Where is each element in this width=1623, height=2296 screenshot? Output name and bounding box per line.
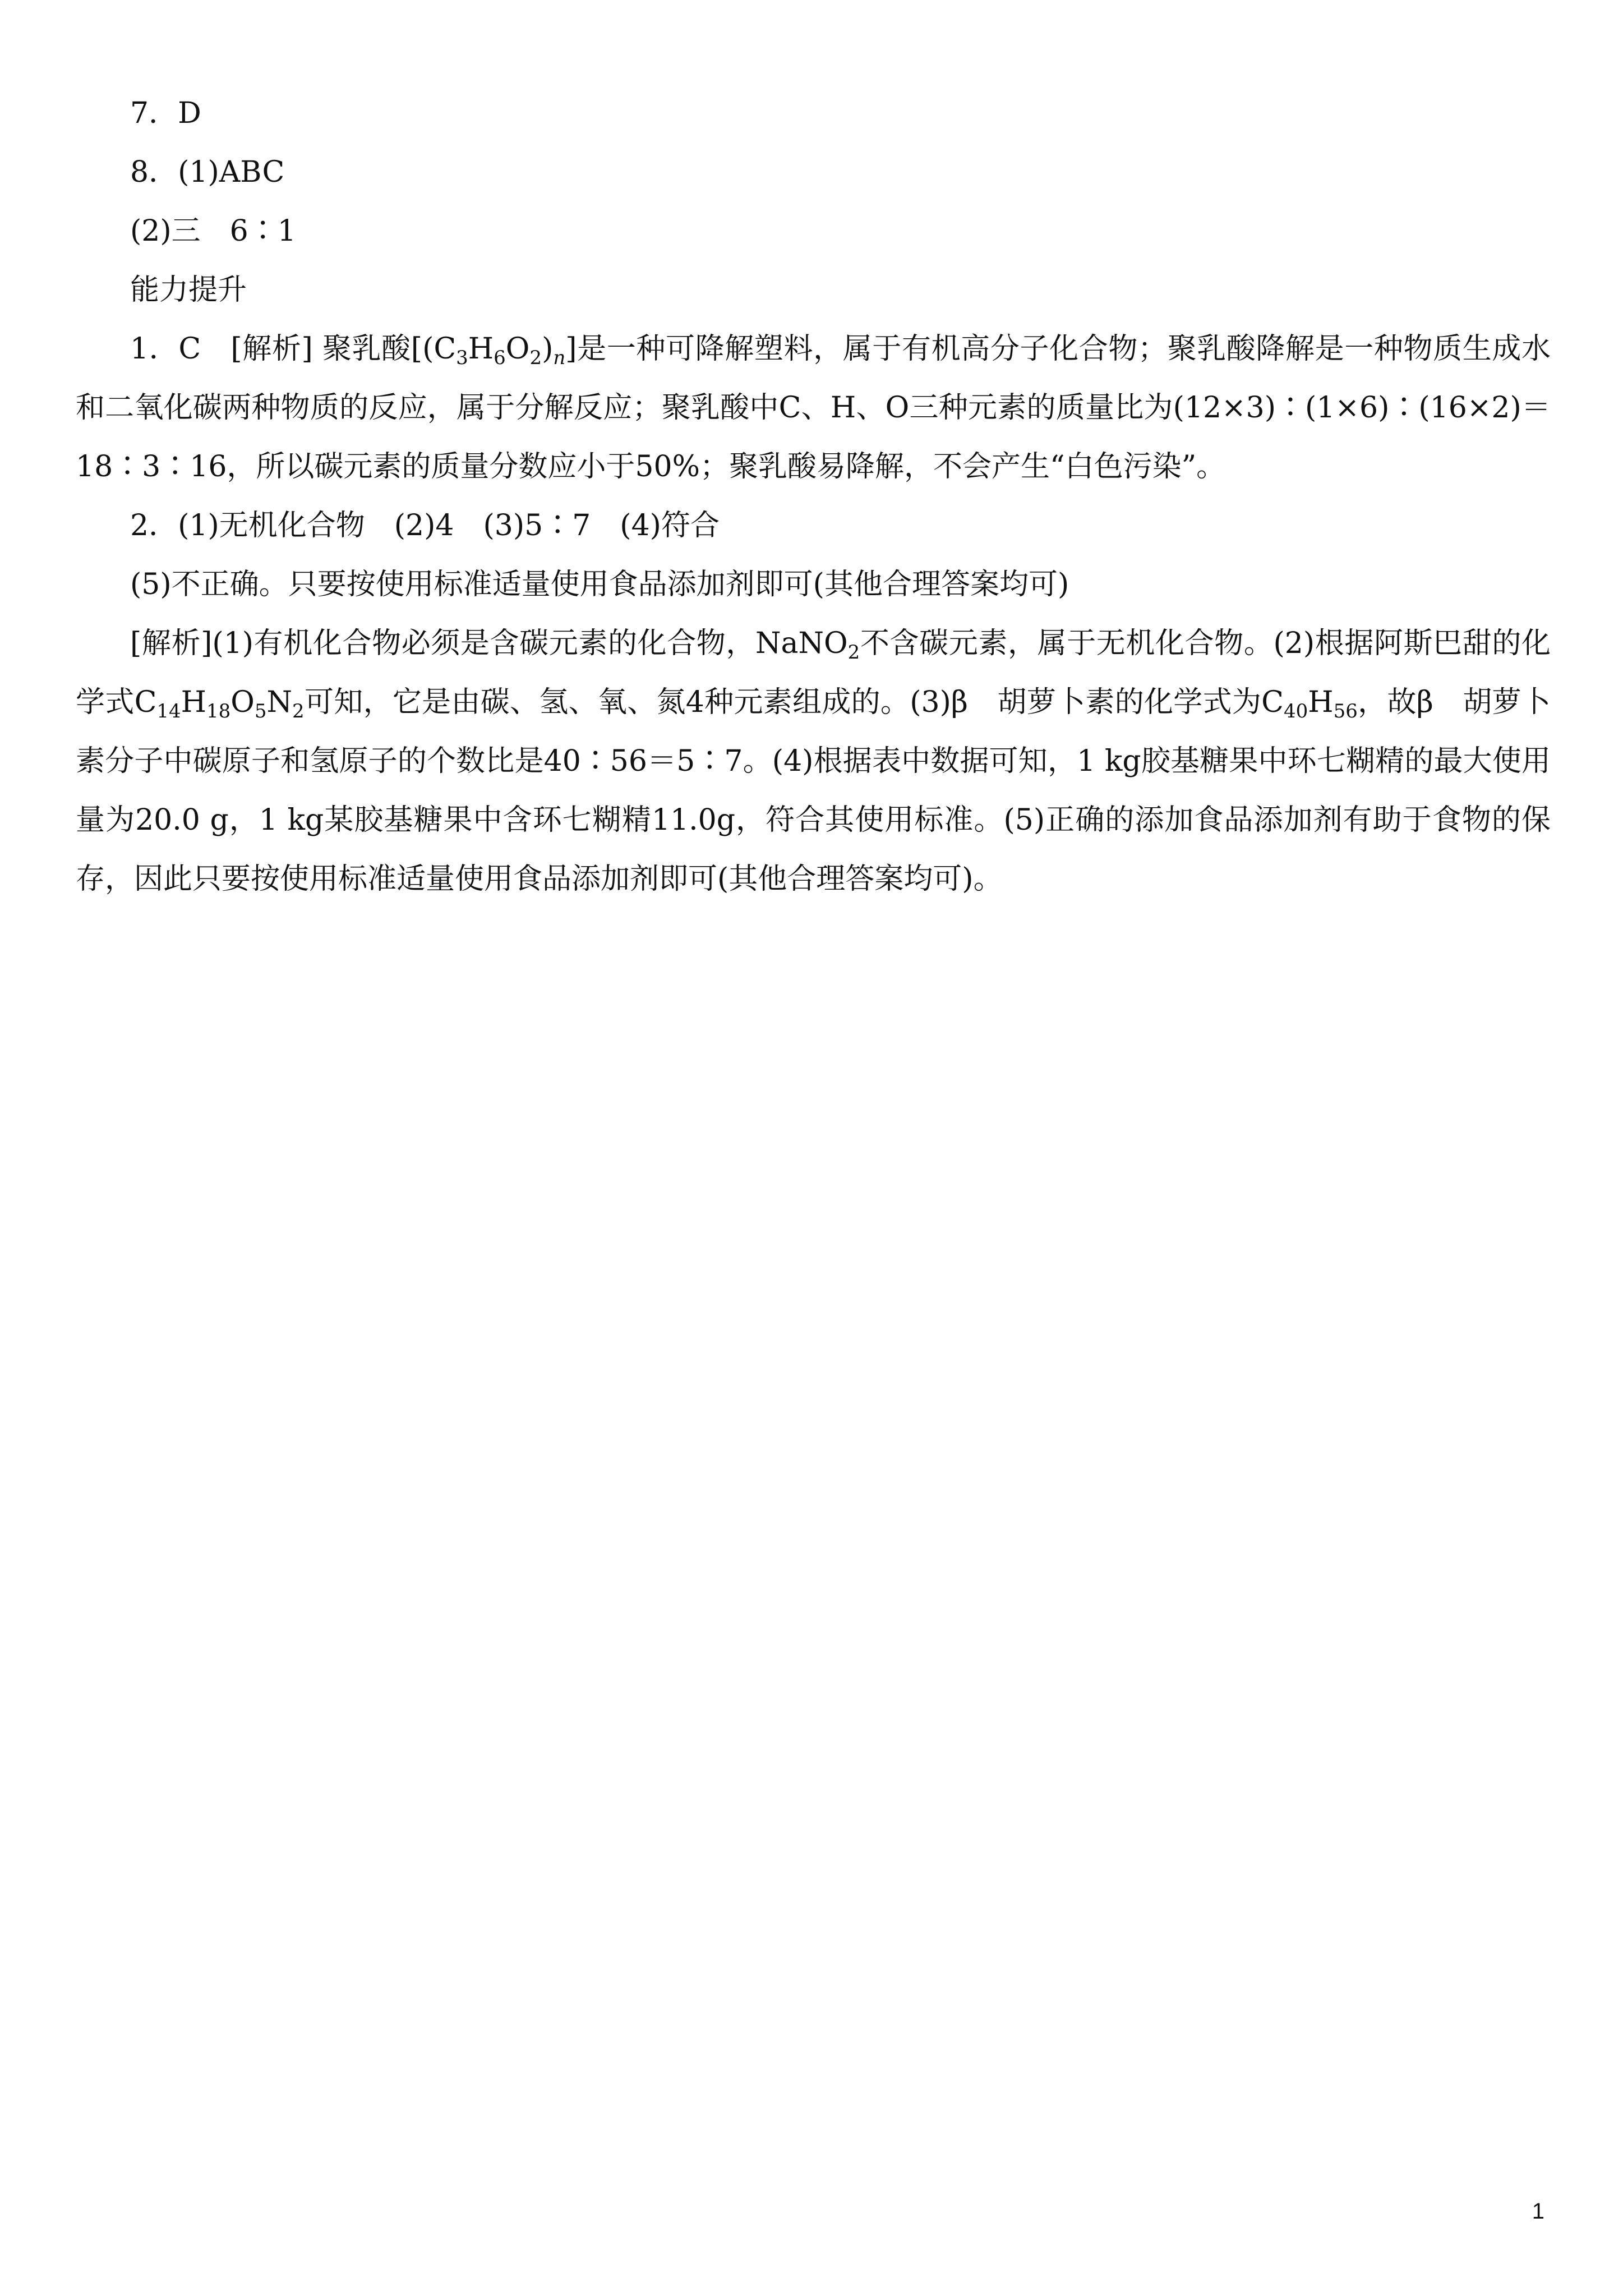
answer-q7: 7．D <box>130 96 201 130</box>
answer-content <box>76 84 1551 909</box>
answer-ability-q2-explanation: [解析](1)有机化合物必须是含碳元素的化合物，NaNO$_2$不含碳元素，属于无机化合物。(2)根据阿斯巴甜的化学式$C_{14}H_{18}O_5N_2$可知，它是由碳、氢、氧、氮4种元素组成的。(3)β 胡萝卜素的化学式为$C_{40}H_{56}$，故β 胡萝卜素分子中碳原子和氢原子的个数比是40∶56＝5∶7。(4)根据表中数据可知，1 kg胶基糖果中环七糊精的最大使用量为20.0 g，1 kg某胶基糖果中含环七糊精11.0g，符合其使用标准。(5)正确的添加食品添加剂有助于食物的保存，因此只要按使用标准适量使用食品添加剂即可(其他合理答案均可)。 <box>76 627 1551 896</box>
answer-q8-part2: (2)三 6∶1 <box>130 214 296 248</box>
answer-ability-q2-line1: 2．(1)无机化合物 (2)4 (3)5∶7 (4)符合 <box>130 509 720 542</box>
answer-ability-q1-paragraph: 1．C [解析] 聚乳酸$[(C_3H_6O_2)_n]$是一种可降解塑料，属于有机高分子化合物；聚乳酸降解是一种物质生成水和二氧化碳两种物质的反应，属于分解反应；聚乳酸中C、H、O三种元素的质量比为(12×3)∶(1×6)∶(16×2)＝18∶3∶16，所以碳元素的质量分数应小于50%；聚乳酸易降解，不会产生“白色污染”。 <box>76 332 1551 484</box>
page-number: 1 <box>1532 2199 1544 2224</box>
section-heading: 能力提升 <box>130 273 247 307</box>
answer-ability-q2-line2: (5)不正确。只要按使用标准适量使用食品添加剂即可(其他合理答案均可) <box>130 568 1069 601</box>
answer-q8-part1: 8．(1)ABC <box>130 155 285 189</box>
